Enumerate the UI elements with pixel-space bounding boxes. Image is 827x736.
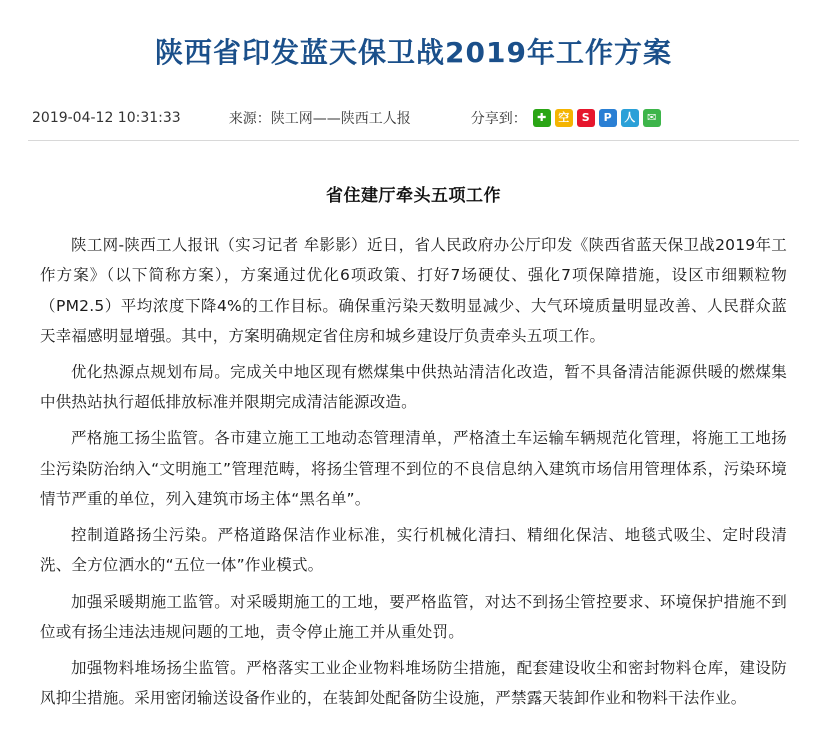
article-body (28, 230, 799, 713)
share-tencent-weibo-icon[interactable]: 人 (621, 109, 639, 127)
page-title: 陕西省印发蓝天保卫战2019年工作方案 (155, 35, 672, 69)
article-paragraph: 控制道路扬尘污染。严格道路保洁作业标准，实行机械化清扫、精细化保洁、地毯式吸尘、定时段清洗、全方位洒水的“五位一体”作业模式。 (40, 526, 787, 575)
article-paragraph: 陕工网-陕西工人报讯（实习记者 牟影影）近日，省人民政府办公厅印发《陕西省蓝天保卫战2019年工作方案》（以下简称方案），方案通过优化6项政策、打好7场硬仗、强化7项保障措施，设区市细颗粒物（PM2.5）平均浓度下降4%的工作目标。确保重污染天数明显减少、大气环境质量明显改善、人民群众蓝天幸福感明显增强。其中，方案明确规定省住房和城乡建设厅负责牵头五项工作。 (40, 236, 787, 345)
share-weixin-icon[interactable]: ✚ (533, 109, 551, 127)
share-label: 分享到： (470, 110, 527, 127)
article-source (229, 108, 411, 128)
publish-date: 2019-04-12 10:31:33 (32, 109, 181, 126)
article-paragraph: 加强物料堆场扬尘监管。严格落实工业企业物料堆场防尘措施，配套建设收尘和密封物料仓库，建设防风抑尘措施。采用密闭输送设备作业的，在装卸处配备防尘设施，严禁露天装卸作业和物料干法作业。 (40, 658, 787, 708)
article-page (0, 19, 827, 736)
source-value: 陕工网——陕西工人报 (270, 110, 411, 127)
source-label: 来源： (228, 110, 271, 127)
article-paragraph: 加强采暖期施工监管。对采暖期施工的工地，要严格监管，对达不到扬尘管控要求、环境保护措施不到位或有扬尘违法违规问题的工地，责令停止施工并从重处罚。 (40, 592, 787, 641)
article-paragraph: 优化热源点规划布局。完成关中地区现有燃煤集中供热站清洁化改造，暂不具备清洁能源供暖的燃煤集中供热站执行超低排放标准并限期完成清洁能源改造。 (40, 362, 787, 412)
article-paragraph: 严格施工扬尘监管。各市建立施工工地动态管理清单，严格渣土车运输车辆规范化管理，将施工工地扬尘污染防治纳入“文明施工”管理范畴，将扬尘管理不到位的不良信息纳入建筑市场信用管理体系，污染环境情节严重的单位，列入建筑市场主体“黑名单”。 (40, 429, 787, 508)
share-sina-weibo-icon[interactable]: S (577, 109, 595, 127)
share-renren-icon[interactable]: P (599, 109, 617, 127)
article-meta-bar (28, 104, 799, 141)
share-more-icon[interactable]: ✉ (643, 109, 661, 127)
share-icon-group (533, 109, 661, 127)
share-qzone-icon[interactable]: 空 (555, 109, 573, 127)
article-subtitle: 省住建厅牵头五项工作 (326, 186, 501, 206)
